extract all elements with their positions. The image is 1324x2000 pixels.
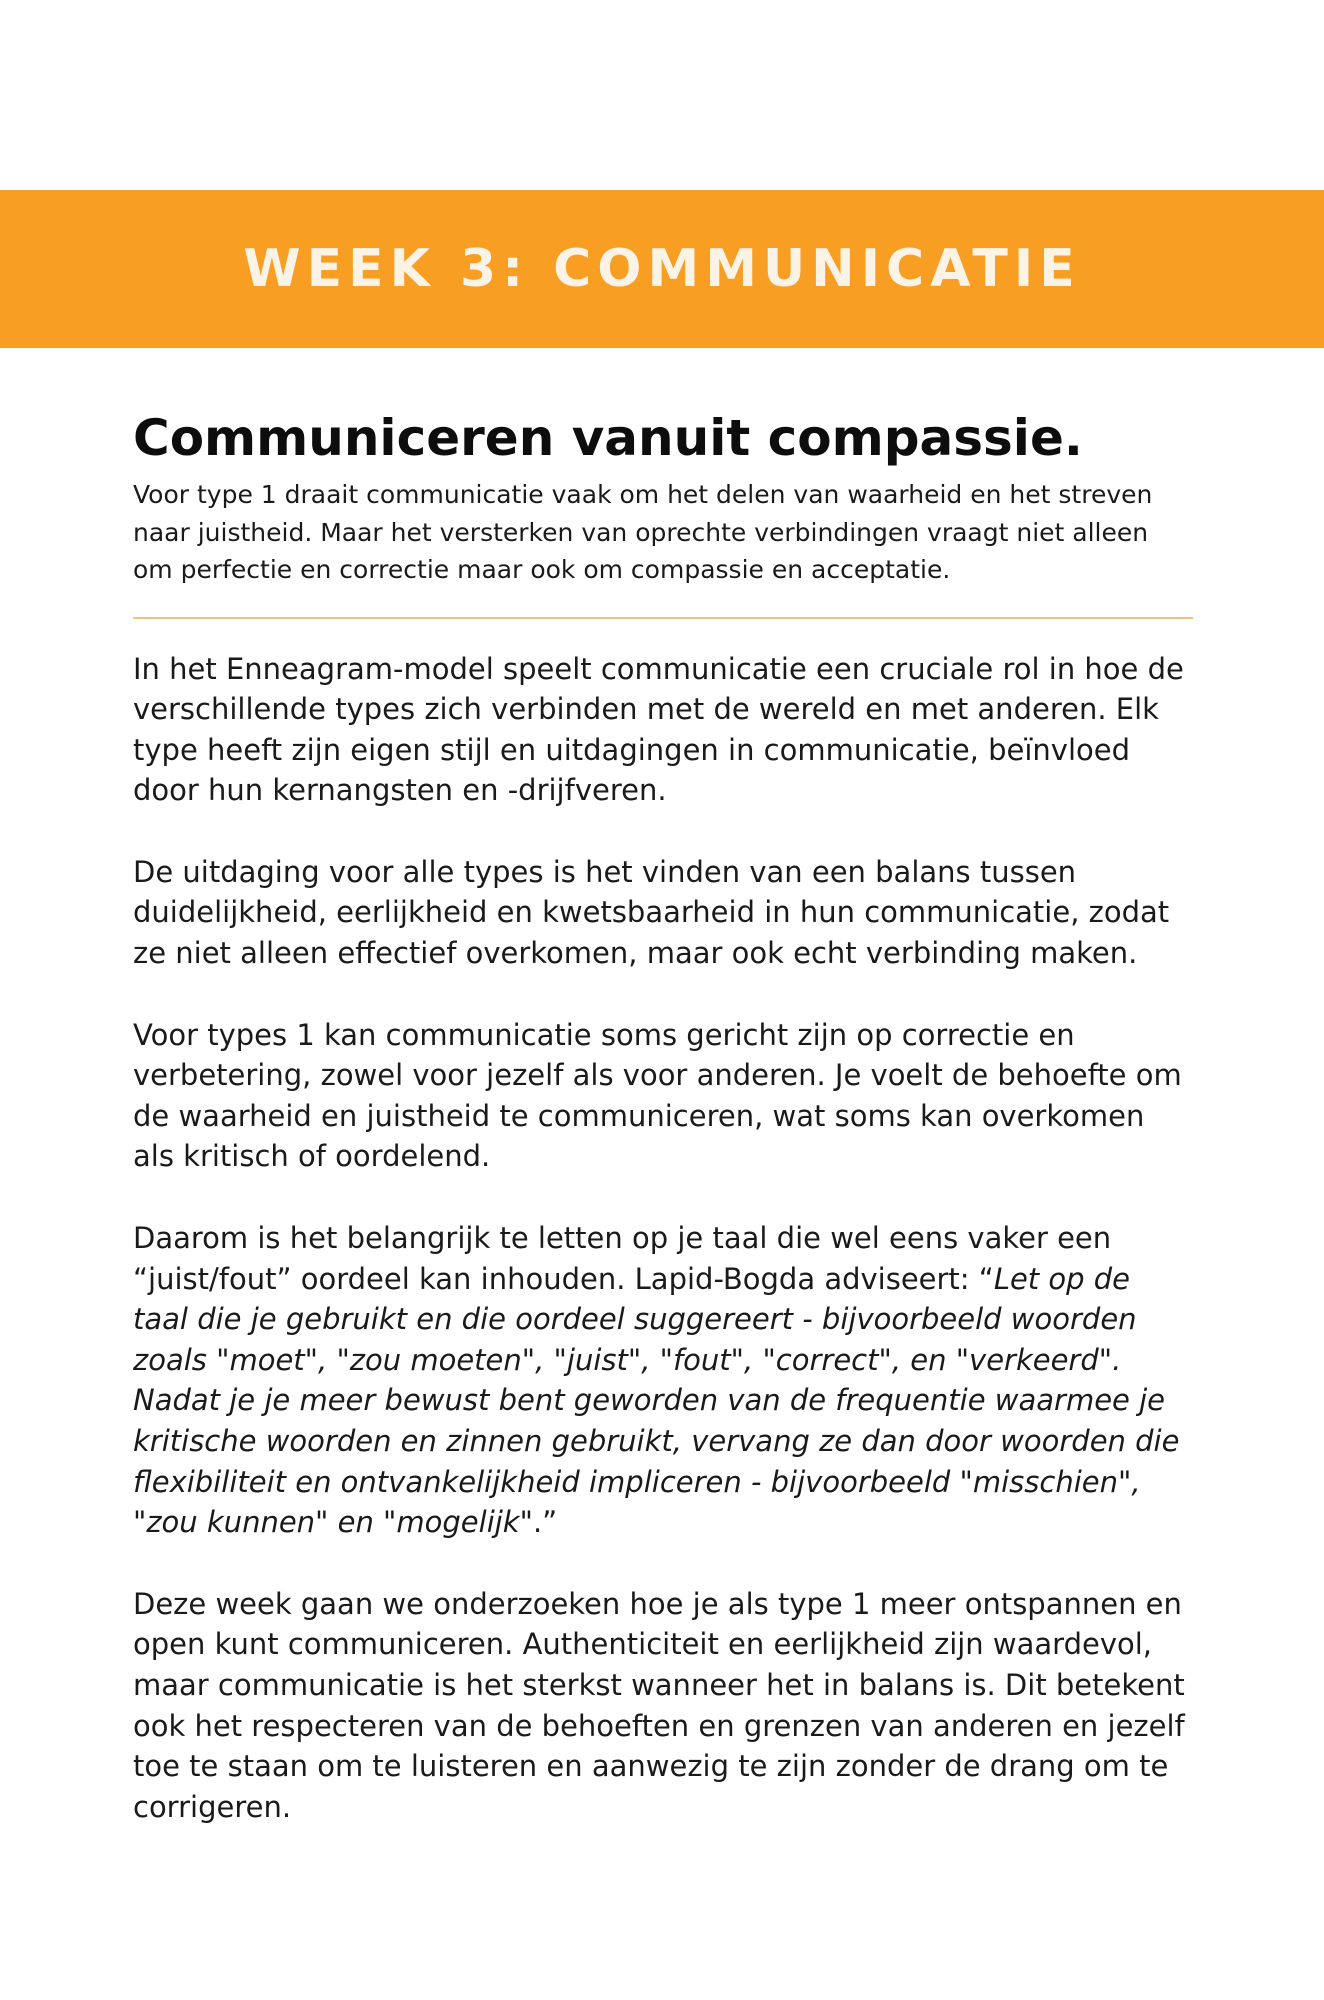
paragraph-4-quote: Let op de taal die je gebruikt en die oordeel suggereert - bijvoorbeeld woorden zoals "moet", "zou moeten", "juist", "fout", "correct", en "verkeerd". Nadat je je meer bewust bent geworden van de frequentie waarmee je kritische woorden en zinnen gebruikt, vervang ze dan door woorden die flexibiliteit en ontvankelijkheid impliceren - bijvoorbeeld "misschien", "zou kunnen" en "mogelijk" [133, 1261, 1180, 1540]
paragraph-3: Voor types 1 kan communicatie soms gericht zijn op correctie en verbetering, zowel voor jezelf als voor anderen. Je voelt de behoefte om de waarheid en juistheid te communiceren, wat soms kan overkomen als kritisch of oordelend. [133, 1017, 1182, 1174]
paragraph-1: In het Enneagram-model speelt communicatie een cruciale rol in hoe de verschillende types zich verbinden met de wereld en met anderen. Elk type heeft zijn eigen stijl en uitdagingen in communicatie, beïnvloed door hun kernangsten en -drijfveren. [133, 651, 1184, 808]
banner-title: WEEK 3: COMMUNICATIE [243, 239, 1081, 299]
paragraph-4 [133, 1218, 1193, 1543]
paragraph-4-lead: Daarom is het belangrijk te letten op je taal die wel eens vaker een “juist/fout” oordeel kan inhouden. Lapid-Bogda adviseert: “ [133, 1221, 1112, 1296]
paragraph-5: Deze week gaan we onderzoeken hoe je als type 1 meer ontspannen en open kunt communiceren. Authenticiteit en eerlijkheid zijn waardevol, maar communicatie is het sterkst wanneer het in balans is. Dit betekent ook het respecteren van de behoeften en grenzen van anderen en jezelf toe te staan om te luisteren en aanwezig te zijn zonder de drang om te corrigeren. [133, 1586, 1185, 1824]
paragraph-4-tail: .” [532, 1505, 558, 1540]
header-banner [0, 190, 1324, 348]
paragraph-2: De uitdaging voor alle types is het vinden van een balans tussen duidelijkheid, eerlijkheid en kwetsbaarheid in hun communicatie, zodat ze niet alleen effectief overkomen, maar ook echt verbinding maken. [133, 854, 1170, 971]
page-title: Communiceren vanuit compassie. [133, 409, 1083, 467]
intro-text: Voor type 1 draait communicatie vaak om het delen van waarheid en het streven naar juistheid. Maar het versterken van oprechte verbindingen vraagt niet alleen om perfectie en correctie maar ook om compassie en acceptatie. [133, 480, 1153, 584]
divider [133, 617, 1193, 619]
article [133, 408, 1193, 1868]
